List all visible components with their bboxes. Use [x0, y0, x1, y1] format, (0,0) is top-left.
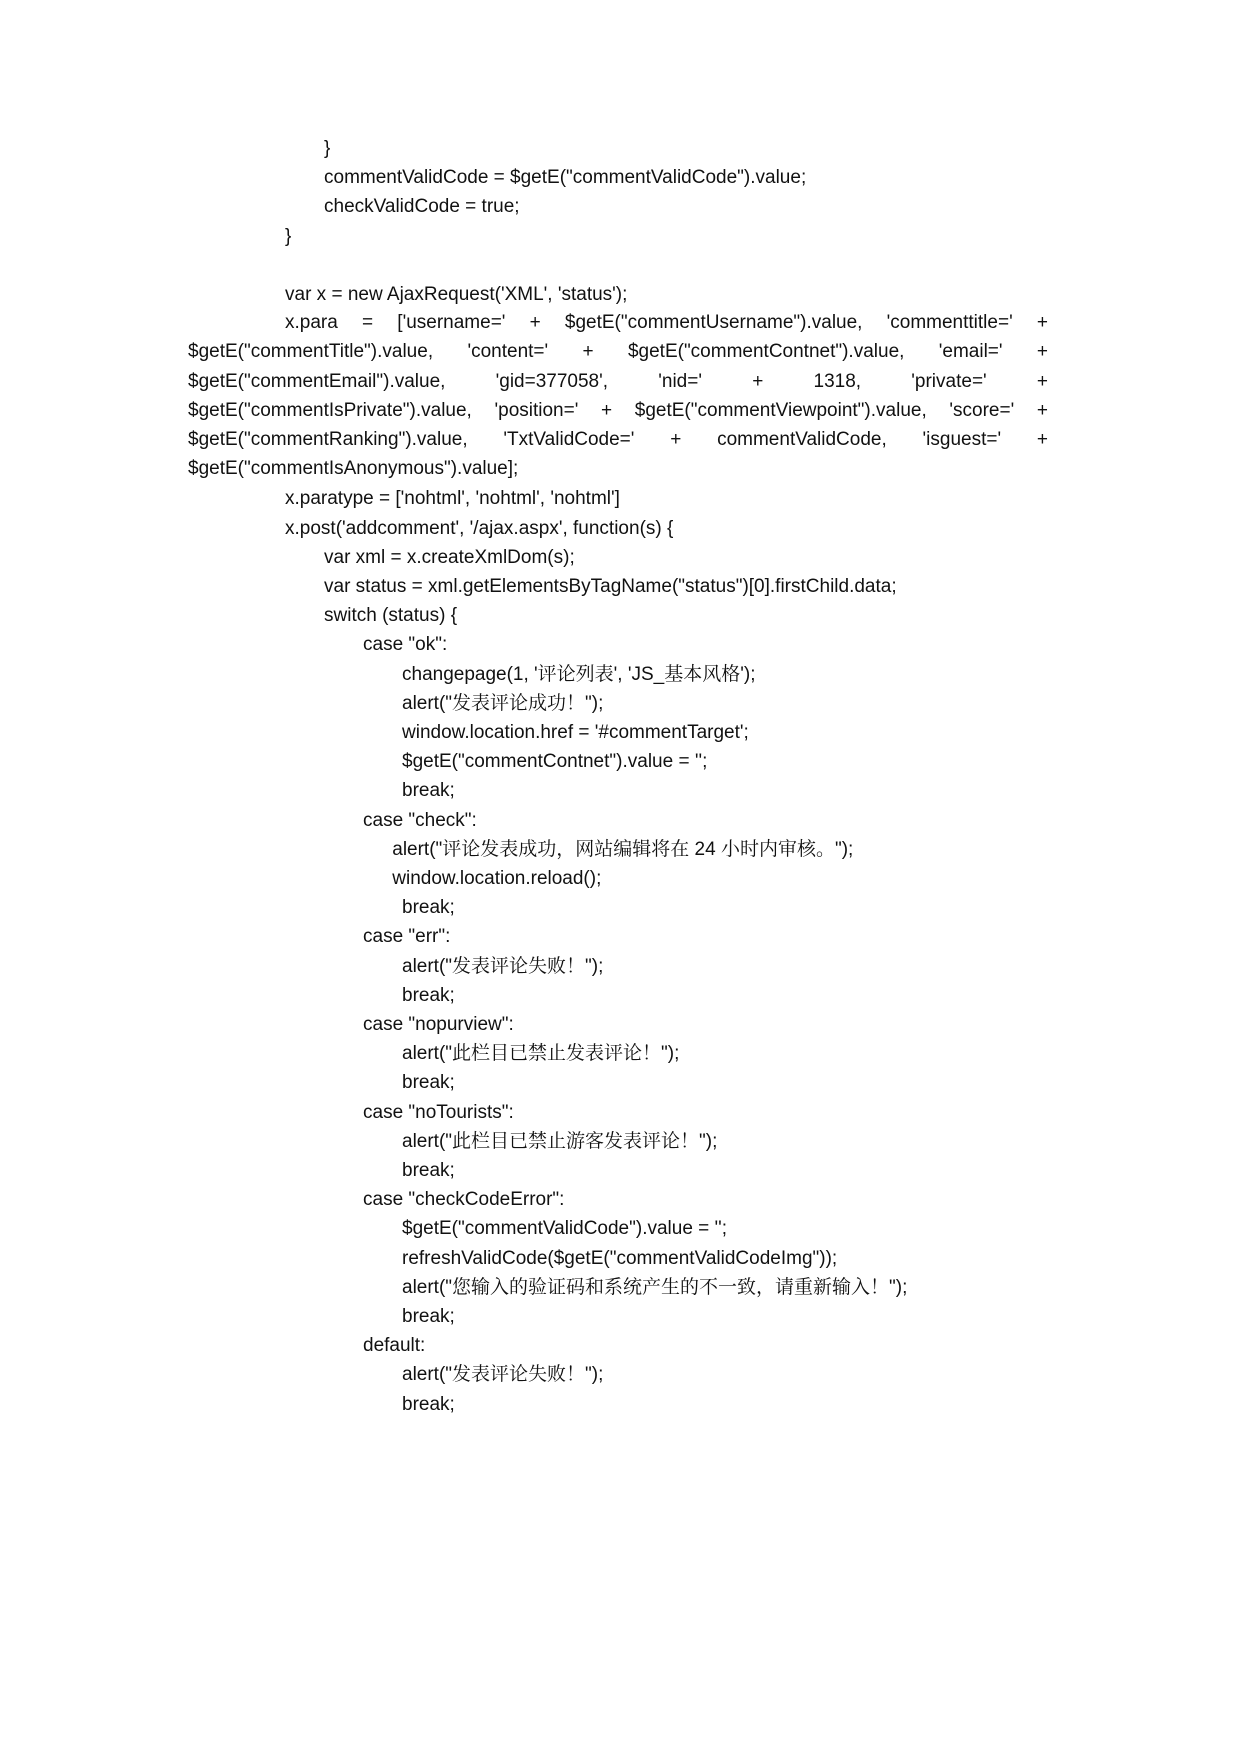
code-line: } — [285, 225, 292, 247]
code-line: $getE("commentValidCode").value = ''; — [402, 1218, 728, 1240]
code-line: break; — [402, 1072, 455, 1094]
code-line: var status = xml.getElementsByTagName("status")[0].firstChild.data; — [324, 576, 897, 597]
code-line: switch (status) { — [324, 605, 458, 627]
code-line: window.location.reload(); — [392, 868, 602, 889]
code-line: break; — [402, 897, 455, 919]
code-line: alert("发表评论失败！"); — [402, 1364, 604, 1386]
code-line: case "check": — [363, 809, 477, 831]
code-line: alert("发表评论成功！"); — [402, 692, 604, 714]
code-line: alert("此栏目已禁止游客发表评论！"); — [402, 1130, 718, 1152]
code-line: var xml = x.createXmlDom(s); — [324, 546, 575, 568]
code-line: refreshValidCode($getE("commentValidCodeImg")); — [402, 1247, 838, 1269]
code-line: alert("您输入的验证码和系统产生的不一致，请重新输入！"); — [402, 1276, 908, 1298]
code-line: var x = new AjaxRequest('XML', 'status'); — [285, 284, 628, 305]
code-line: $getE("commentContnet").value = ''; — [402, 751, 708, 773]
code-line: } — [324, 138, 331, 159]
code-line: break; — [402, 1160, 455, 1181]
code-line: alert("评论发表成功，网站编辑将在 24 小时内审核。"); — [392, 838, 854, 860]
code-line: checkValidCode = true; — [324, 196, 520, 218]
code-line: case "checkCodeError": — [363, 1189, 565, 1211]
code-line: commentValidCode = $getE("commentValidCode").value; — [324, 167, 807, 189]
code-line: case "ok": — [363, 634, 448, 656]
code-line: alert("发表评论失败！"); — [402, 955, 604, 977]
code-line: case "err": — [363, 926, 451, 948]
code-line: alert("此栏目已禁止发表评论！"); — [402, 1043, 680, 1065]
code-line: case "nopurview": — [363, 1014, 514, 1035]
code-line: x.paratype = ['nohtml', 'nohtml', 'nohtml'] — [285, 488, 620, 510]
code-line: x.post('addcomment', '/ajax.aspx', function(s) { — [285, 517, 674, 539]
code-paragraph-x-para: x.para = ['username=' + $getE("commentUsername").value, 'commenttitle=' + $getE("commentTitle").value, 'content=' + $getE("commentContnet").value, 'email=' + $getE("commentEmail").value, 'gid=377058', 'nid=' + 1318, 'private=' + $getE("commentIsPrivate").value, 'position=' + $getE("commentViewpoint").value, 'score=' + $getE("commentRanking").value, 'TxtValidCode=' + commentValidCode, 'isguest=' + $getE("commentIsAnonymous").value]; — [188, 312, 1048, 480]
code-line: changepage(1, '评论列表', 'JS_基本风格'); — [402, 663, 756, 685]
code-line: break; — [402, 780, 455, 802]
code-line: break; — [402, 984, 455, 1006]
code-line: window.location.href = '#commentTarget'; — [402, 722, 749, 743]
code-line: default: — [363, 1335, 426, 1357]
code-line: case "noTourists": — [363, 1101, 514, 1123]
code-line: break; — [402, 1393, 455, 1415]
code-line: break; — [402, 1306, 455, 1327]
